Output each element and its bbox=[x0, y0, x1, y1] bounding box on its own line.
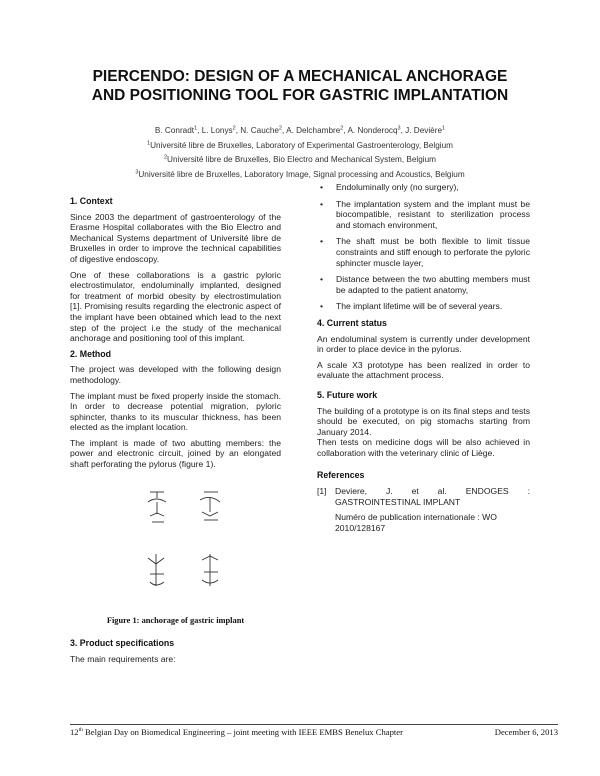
paragraph: Then tests on medicine dogs will be also achieved in collaboration with the veterinary clinic of Liège. bbox=[317, 437, 530, 458]
affiliation: $^2$Université libre de Bruxelles, Bio Electro and Mechanical System, Belgium bbox=[163, 154, 436, 165]
author: A. Delchambre$^2$ bbox=[286, 125, 344, 135]
reference-text: Numéro de publication internationale : WO 2010/128167 bbox=[335, 512, 497, 533]
paragraph: The main requirements are: bbox=[70, 653, 176, 664]
implant-drawing-2 bbox=[200, 492, 220, 520]
left-column bbox=[70, 196, 281, 669]
paragraph: A scale X3 prototype has been realized in order to evaluate the attachment process. bbox=[317, 359, 530, 381]
paper-title bbox=[40, 67, 560, 105]
implant-sketch bbox=[70, 478, 281, 610]
paragraph: The implant is made of two abutting members: the power and electronic circuit, joined by an elongated shaft perforating the pylorus (figure 1). bbox=[70, 437, 281, 470]
author: N. Cauche$^2$ bbox=[240, 125, 283, 135]
paragraph: The project was developed with the following design methodology. bbox=[70, 364, 281, 385]
reference-number: [1] bbox=[317, 486, 327, 497]
section-heading-future: 5. Future work bbox=[317, 389, 378, 400]
title-line: PIERCENDO: DESIGN OF A MECHANICAL ANCHORAGE bbox=[92, 68, 508, 85]
list-item: • The implant lifetime will be of several years. bbox=[317, 301, 530, 312]
footer-date: December 6, 2013 bbox=[494, 727, 558, 737]
affiliation: $^1$Université libre de Bruxelles, Laboratory of Experimental Gastroenterology, Belgium bbox=[147, 139, 453, 150]
affiliation: $^3$Université libre de Bruxelles, Laboratory Image, Signal processing and Acoustics, Belgium bbox=[135, 169, 465, 179]
author: L. Lonys$^2$ bbox=[201, 125, 236, 135]
author: J. Devière$^1$ bbox=[405, 125, 446, 135]
requirements-list bbox=[317, 182, 530, 312]
figure-caption: Figure 1: anchorage of gastric implant bbox=[106, 615, 245, 625]
author: A. Nonderocq$^3$ bbox=[347, 125, 401, 135]
figure-1-image bbox=[70, 478, 281, 610]
section-heading-references: References bbox=[317, 470, 365, 481]
section-heading-status: 4. Current status bbox=[317, 317, 387, 328]
list-item: • Endoluminally only (no surgery), bbox=[317, 182, 530, 193]
footer-conference: 12th Belgian Day on Biomedical Engineering – joint meeting with IEEE EMBS Benelux Chapter bbox=[70, 727, 403, 737]
paragraph: An endoluminal system is currently under development in order to place device in the pylorus. bbox=[317, 333, 530, 355]
implant-drawing-1 bbox=[148, 492, 166, 522]
author-list: B. Conradt$^1$, L. Lonys$^2$, N. Cauche$^2$, A. Delchambre$^2$, A. Nonderocq$^3$, J. Devière$^1$ bbox=[154, 125, 446, 135]
paragraph: The building of a prototype is on its final steps and tests should be executed, on pig stomachs starting from January 2014. bbox=[317, 405, 530, 437]
paragraph: Since 2003 the department of gastroenterology of the Erasme Hospital collaborates with the Bio Electro and Mechanical Systems department of Université libre de Bruxelles in order to improve the technical capabilities of digestive endoscopy. bbox=[70, 211, 281, 264]
implant-drawing-4 bbox=[202, 554, 218, 586]
section-heading-specs: 3. Product specifications bbox=[70, 638, 175, 649]
author: B. Conradt$^1$ bbox=[154, 125, 198, 135]
list-item: • The implantation system and the implant must be biocompatible, resistant to sterilization process and stomach environment, bbox=[317, 199, 530, 231]
page-footer bbox=[70, 724, 558, 737]
list-item: • Distance between the two abutting members must be adapted to the patient anatomy, bbox=[317, 274, 530, 295]
section-heading-method: 2. Method bbox=[70, 348, 112, 359]
author-block bbox=[40, 124, 560, 182]
list-item: • The shaft must be both flexible to limit tissue constraints and stiff enough to perforate the pyloric sphincter muscle layer, bbox=[317, 236, 530, 268]
paragraph: The implant must be fixed properly inside the stomach. In order to decrease potential migration, pyloric sphincter, thanks to its muscular thickness, has been elected as the implant location. bbox=[70, 390, 281, 433]
implant-drawing-3 bbox=[148, 554, 164, 586]
paragraph: One of these collaborations is a gastric pyloric electrostimulator, endoluminally implanted, designed for treatment of morbid obesity by electrostimulation [1]. Promising results regarding the electronic aspect of the implant have been obtained which lead to the next step of the project i.e the study of the mechanical anchorage and positioning tool of this implant. bbox=[70, 269, 281, 344]
section-heading-context: 1. Context bbox=[70, 196, 113, 206]
reference-text: Deviere, J. et al. ENDOGES : GASTROINTESTINAL IMPLANT bbox=[335, 486, 530, 507]
right-column bbox=[317, 182, 530, 538]
title-line: AND POSITIONING TOOL FOR GASTRIC IMPLANTATION bbox=[91, 87, 509, 104]
reference-item bbox=[317, 486, 530, 538]
